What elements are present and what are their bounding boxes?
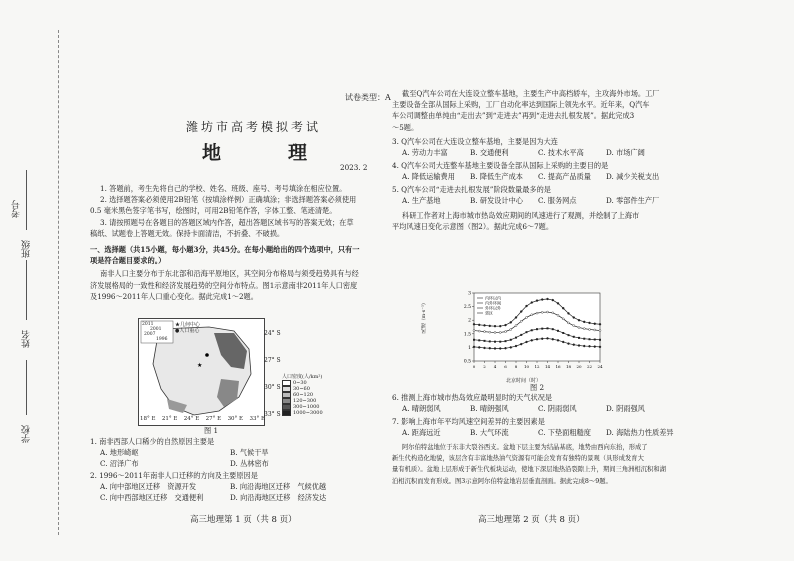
- data-point: [531, 339, 533, 341]
- q3-option-b[interactable]: B. 交通便利: [470, 148, 509, 158]
- x-tick-label: 2: [483, 364, 486, 369]
- data-point: [594, 329, 596, 331]
- note-1: 1. 答题前，考生先将自己的学校、姓名、班级、座号、考号填涂在相应位置。: [100, 184, 347, 193]
- r-intro3-2: 新生代构造化地貌，该层含有丰富地热油气资源有可能会发育有独特的景观（具形成发育大: [392, 455, 644, 463]
- data-point: [510, 339, 512, 341]
- geometric-center-marker: ★: [197, 362, 203, 369]
- name-label: 姓名: [22, 330, 32, 348]
- figure-2-caption: 图 2: [530, 383, 545, 392]
- q7-option-a[interactable]: A. 距海远近: [402, 428, 441, 438]
- data-point: [594, 339, 596, 341]
- data-point: [494, 331, 496, 333]
- y-tick-label: 0.5: [463, 359, 471, 365]
- year-2001: 2001: [150, 327, 162, 332]
- data-point: [578, 337, 580, 339]
- name-blank: [26, 260, 27, 320]
- lon-30: 30° E: [227, 416, 244, 422]
- data-point: [562, 341, 564, 343]
- note-5: 稿纸、试题卷上答题无效。保持卡面清洁，不折叠、不破损。: [90, 228, 285, 238]
- footer-page-2: 高三地理第 2 页（共 8 页）: [478, 515, 585, 525]
- q5-option-a[interactable]: A. 生产基地: [402, 196, 441, 206]
- q7-stem: 7. 影响上海市年平均风速空间差异的主要因素是: [392, 417, 545, 426]
- q3-option-a[interactable]: A. 劳动力丰富: [402, 148, 448, 158]
- x-tick-label: 6: [504, 364, 507, 369]
- data-point: [541, 299, 543, 301]
- r-intro-4: ～5题。: [392, 122, 419, 132]
- data-point: [499, 347, 501, 349]
- data-point: [515, 337, 517, 339]
- data-point: [526, 305, 528, 307]
- y-tick-label: 1: [468, 345, 471, 351]
- q2-option-d[interactable]: D. 向沿海地区迁移 经济发达: [230, 493, 327, 503]
- data-point: [541, 311, 543, 313]
- q1-stem: 1. 南非西部人口稀少的自然原因主要是: [90, 437, 215, 446]
- question-1: [90, 436, 269, 470]
- lon-18: 18° E: [140, 416, 156, 422]
- data-point: [505, 324, 507, 326]
- q5-stem: 5. Q汽车公司“走进去扎根发展”阶段数量最多的是: [392, 185, 551, 194]
- data-point: [536, 300, 538, 302]
- r-intro2-1: 科研工作者对上海市城市热岛效应期间的风速进行了观测，并绘制了上海市: [402, 211, 640, 220]
- population-center-marker: [205, 353, 209, 357]
- data-point: [484, 347, 486, 349]
- q2-option-a[interactable]: A. 向中部地区迁移 资源开发: [100, 482, 197, 492]
- data-point: [573, 325, 575, 327]
- data-point: [568, 312, 570, 314]
- data-point: [505, 340, 507, 342]
- data-point: [578, 327, 580, 329]
- x-tick-label: 12: [534, 364, 540, 369]
- data-point: [473, 323, 475, 325]
- legend-geometric-center: ★几何中心: [175, 322, 201, 328]
- data-point: [520, 334, 522, 336]
- data-point: [515, 325, 517, 327]
- x-tick-label: 0: [472, 364, 476, 369]
- q6-option-c[interactable]: C. 阴雨弱风: [538, 404, 577, 414]
- q7-option-d[interactable]: D. 海陆热力性质差异: [606, 428, 674, 438]
- q4-option-a[interactable]: A. 降低运输费用: [402, 172, 455, 182]
- q3-stem: 3. Q汽车公司在大连设立整车基地，主要是因为大连: [392, 137, 558, 146]
- q6-option-b[interactable]: B. 晴朗强风: [470, 404, 509, 414]
- x-tick-label: 18: [565, 364, 572, 369]
- data-point: [568, 334, 570, 336]
- exam-date: 2023. 2: [340, 163, 368, 172]
- q1-option-d[interactable]: D. 丛林密布: [230, 459, 269, 469]
- chart-svg: [456, 289, 606, 373]
- data-point: [484, 340, 486, 342]
- data-point: [510, 346, 512, 348]
- data-point: [520, 320, 522, 322]
- q3-option-c[interactable]: C. 技术水平高: [538, 148, 584, 158]
- y-tick-label: 3: [468, 291, 471, 297]
- x-tick-label: 16: [555, 364, 561, 369]
- data-point: [568, 343, 570, 345]
- section-1: [90, 244, 359, 302]
- lon-24: 24° E: [183, 416, 200, 422]
- inset-years: [142, 322, 167, 342]
- right-intro: [392, 88, 659, 133]
- data-point: [505, 331, 507, 333]
- data-point: [589, 328, 591, 330]
- data-point: [594, 323, 596, 325]
- legend-label: 内外环间: [485, 300, 501, 306]
- x-tick-label: 14: [544, 364, 551, 369]
- lon-27: 27° E: [205, 416, 222, 422]
- data-point: [499, 331, 501, 333]
- q7-option-c[interactable]: C. 下垫面粗糙度: [538, 428, 591, 438]
- data-point: [578, 319, 580, 321]
- data-point: [552, 338, 554, 340]
- legend-label: 郊区: [485, 310, 493, 316]
- data-point: [599, 346, 601, 348]
- school-label: 学校: [22, 425, 32, 443]
- data-point: [499, 325, 501, 327]
- south-africa-map: [138, 318, 265, 426]
- data-point: [557, 302, 559, 304]
- q2-stem: 2. 1996～2011年南非人口迁移的方向及主要原因是: [90, 471, 258, 480]
- data-point: [547, 337, 549, 339]
- data-point: [562, 318, 564, 320]
- data-point: [583, 321, 585, 323]
- data-point: [557, 330, 559, 332]
- data-point: [583, 338, 585, 340]
- data-point: [583, 328, 585, 330]
- r-intro-1: 截至Q汽车公司在大连设立整车基地，主要生产中高档轿车，主攻海外市场。工厂: [402, 89, 660, 98]
- data-point: [494, 347, 496, 349]
- note-4: 3. 请按照题号在各题目的答题区域内作答，超出答题区域书写的答案无效；在草: [100, 217, 354, 227]
- y-tick-label: 2: [468, 318, 471, 324]
- q2-option-b[interactable]: B. 向沿海地区迁移 气候优越: [230, 482, 327, 492]
- data-point: [578, 344, 580, 346]
- data-point: [526, 316, 528, 318]
- q4-option-b[interactable]: B. 降低生产成本: [470, 172, 523, 182]
- lat-33: 33° S: [264, 411, 281, 418]
- y-tick-label: 1.5: [463, 332, 471, 338]
- q6-stem: 6. 推测上海市城市热岛效应最明显时的天气状况是: [392, 393, 553, 402]
- data-point: [573, 336, 575, 338]
- note-2: 2. 选择题答案必须使用2B铅笔（按填涂样例）正确填涂；非选择题答案必须使用: [100, 195, 357, 205]
- r-intro2-2: 平均风速日变化示意图（图2）。据此完成6～7题。: [392, 222, 554, 232]
- chart-y-label: 风速（m·s⁻¹）: [421, 300, 427, 334]
- question-3: [392, 136, 645, 158]
- figure-1-caption: 图 1: [204, 426, 219, 435]
- data-point: [557, 339, 559, 341]
- density-class-label: 1000~3000: [293, 410, 323, 416]
- q6-option-a[interactable]: A. 晴朗弱风: [402, 404, 441, 414]
- school-blank: [26, 360, 27, 415]
- data-point: [473, 330, 475, 332]
- q4-option-c[interactable]: C. 提高产品质量: [538, 172, 591, 182]
- legend-label: 外环以外: [485, 305, 501, 311]
- data-point: [505, 347, 507, 349]
- data-point: [541, 338, 543, 340]
- data-point: [520, 310, 522, 312]
- data-point: [494, 341, 496, 343]
- class-label: 班级: [22, 240, 32, 258]
- question-2: [90, 470, 326, 504]
- data-point: [541, 328, 543, 330]
- paper-type: 试卷类型：A: [345, 93, 391, 102]
- section-1-title-2: 项是符合题目要求的。）: [90, 256, 166, 266]
- data-point: [489, 325, 491, 327]
- data-point: [573, 344, 575, 346]
- data-point: [510, 321, 512, 323]
- footer-page-1: 高三地理第 1 页（共 8 页）: [190, 515, 297, 525]
- data-point: [583, 345, 585, 347]
- y-tick-label: 2.5: [463, 305, 471, 311]
- lat-27: 27° S: [264, 357, 281, 364]
- chart-x-label: 北京时间（时）: [506, 378, 542, 384]
- q1-option-b[interactable]: B. 气候干旱: [230, 448, 269, 458]
- subject-title: 地 理: [202, 142, 332, 164]
- r-intro-3: 车公司调整由单纯由“走出去”到“走进去”再到“走进去扎根发展”。据此完成3: [392, 111, 635, 121]
- data-point: [499, 341, 501, 343]
- data-point: [536, 328, 538, 330]
- lat-labels: [264, 320, 281, 428]
- data-point: [478, 324, 480, 326]
- data-point: [589, 338, 591, 340]
- r-intro-2: 主要设备全部从国际上采购，工厂自动化率达到国际上领先水平。近年来，Q汽车: [392, 100, 650, 110]
- note-3: 0.5 毫米黑色签字笔书写，绘图时，可用2B铅笔作答，字体工整、笔迹清楚。: [90, 206, 337, 216]
- data-point: [531, 329, 533, 331]
- binding-strip: [12, 30, 60, 540]
- density-swatch: [282, 410, 291, 416]
- data-point: [510, 328, 512, 330]
- density-class-label: 30~60: [293, 386, 310, 392]
- legend-label: 内环以内: [485, 295, 501, 301]
- x-tick-label: 4: [493, 364, 497, 369]
- q2-option-c[interactable]: C. 向中西部地区迁移 交通便利: [100, 493, 204, 503]
- data-point: [599, 330, 601, 332]
- q5-option-b[interactable]: B. 研发设计中心: [470, 196, 523, 206]
- id-label: 考号: [12, 200, 22, 218]
- data-point: [515, 345, 517, 347]
- wind-speed-chart: [456, 289, 606, 373]
- data-point: [568, 322, 570, 324]
- question-5: [392, 184, 659, 206]
- q7-option-b[interactable]: B. 大气环流: [470, 428, 509, 438]
- x-tick-label: 8: [514, 364, 518, 369]
- data-point: [531, 302, 533, 304]
- data-point: [594, 346, 596, 348]
- density-legend: [282, 374, 323, 416]
- intro-2: 济发展格局的一致性和经济发展趋势的空间分布特点。图1示意南非2011年人口密度: [90, 280, 358, 290]
- data-point: [520, 343, 522, 345]
- data-point: [552, 328, 554, 330]
- data-point: [589, 345, 591, 347]
- x-tick-label: 24: [597, 364, 603, 369]
- lon-21: 21° E: [161, 416, 178, 422]
- map-legend: [175, 322, 200, 334]
- density-title: 人口密度(人/km²): [282, 374, 323, 380]
- data-point: [552, 299, 554, 301]
- exam-title: 潍坊市高考模拟考试: [186, 120, 322, 134]
- data-point: [573, 316, 575, 318]
- x-tick-label: 22: [586, 364, 593, 369]
- data-point: [599, 323, 601, 325]
- x-tick-label: 20: [576, 364, 582, 369]
- density-class-label: 0~30: [293, 380, 307, 386]
- lon-labels: [140, 416, 265, 422]
- density-class-label: 120~300: [293, 398, 317, 404]
- legend-population-center: ●人口重心: [175, 328, 200, 334]
- data-point: [552, 312, 554, 314]
- right-intro-3: [392, 442, 666, 487]
- data-point: [473, 346, 475, 348]
- lat-30: 30° S: [264, 384, 281, 391]
- data-point: [489, 340, 491, 342]
- question-4: [392, 160, 659, 182]
- data-point: [526, 341, 528, 343]
- data-point: [473, 339, 475, 341]
- data-point: [478, 339, 480, 341]
- q4-option-d[interactable]: D. 减少关税支出: [606, 172, 660, 182]
- q5-option-d[interactable]: D. 零部件生产厂: [606, 196, 660, 206]
- q6-option-d[interactable]: D. 阴雨强风: [606, 404, 645, 414]
- r-intro3-4: 泊相沉积而发育形成。图3示意阿尔伯特盆地岩层垂直剖面。据此完成8～9题。: [392, 477, 612, 485]
- instructions: [90, 183, 356, 239]
- data-point: [531, 314, 533, 316]
- data-point: [599, 339, 601, 341]
- data-point: [515, 316, 517, 318]
- section-1-title: 一、选择题（共15小题，每小题3分，共45分。在每小题给出的四个选项中，只有一: [90, 245, 360, 254]
- intro-3: 及1996～2011年人口重心变化。据此完成1～2题。: [90, 291, 258, 301]
- q4-stem: 4. Q汽车公司大连整车基地主要设备全部从国际上采购的主要目的是: [392, 161, 609, 170]
- data-point: [547, 298, 549, 300]
- question-7: [392, 416, 674, 438]
- data-point: [478, 346, 480, 348]
- lat-24: 24° S: [264, 330, 281, 337]
- density-class-list: [282, 380, 323, 416]
- q3-option-d[interactable]: D. 市场广阔: [606, 148, 645, 158]
- lon-33: 33° E: [249, 416, 265, 422]
- class-blank: [26, 170, 27, 230]
- year-2011: 2011: [142, 322, 154, 327]
- r-intro3-1: 阿尔伯特盆地位于东非大裂谷西支。盆地下层主要为结晶基底，地势由西向东抬，形成了: [402, 444, 648, 451]
- year-1996: 1996: [156, 337, 168, 342]
- q1-option-a[interactable]: A. 地形崎岖: [100, 448, 139, 458]
- q1-option-c[interactable]: C. 沼泽广布: [100, 459, 139, 469]
- data-point: [489, 347, 491, 349]
- data-point: [562, 307, 564, 309]
- data-point: [489, 331, 491, 333]
- data-point: [484, 324, 486, 326]
- data-point: [536, 312, 538, 314]
- x-tick-label: 10: [523, 364, 530, 369]
- density-class-label: 60~120: [293, 392, 314, 398]
- density-class-row: [282, 410, 323, 416]
- data-point: [484, 331, 486, 333]
- data-point: [589, 322, 591, 324]
- r-intro3-3: 量有机质）。盆地上层形成于新生代板块运动，使地下深层地热沿裂隙上升，期间三角洲相沉积和湖: [392, 466, 666, 474]
- data-point: [547, 311, 549, 313]
- data-point: [478, 330, 480, 332]
- data-point: [536, 338, 538, 340]
- data-point: [494, 325, 496, 327]
- data-point: [562, 332, 564, 334]
- data-point: [547, 327, 549, 329]
- data-point: [557, 314, 559, 316]
- q5-option-c[interactable]: C. 服务网点: [538, 196, 577, 206]
- intro-1: 南非人口主要分布于东北部和沿海平原地区，其空间分布格局与须受趋势具有与经: [100, 269, 359, 279]
- data-point: [526, 331, 528, 333]
- year-2007: 2007: [144, 332, 156, 337]
- density-class-label: 300~1000: [293, 404, 320, 410]
- right-intro-2: [392, 210, 639, 232]
- question-6: [392, 392, 645, 414]
- binding-dashed-line: [58, 30, 59, 535]
